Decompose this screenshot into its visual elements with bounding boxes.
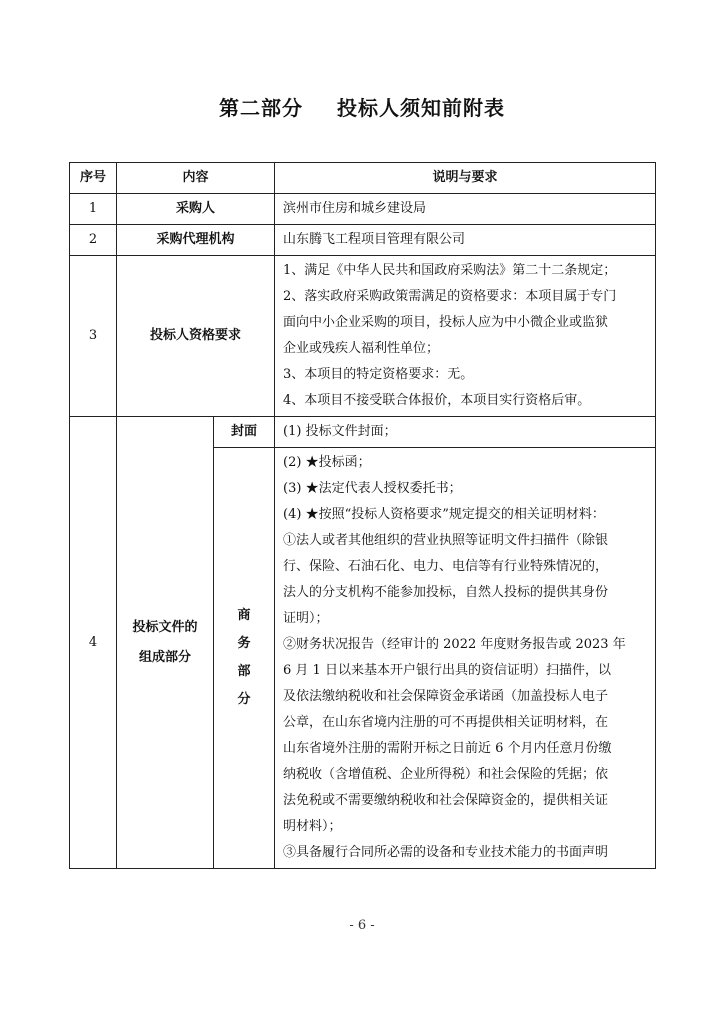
- row-content: [117, 417, 214, 869]
- desc-line: (2) ★投标函；: [283, 455, 371, 470]
- bidder-notice-table: [69, 162, 656, 869]
- page-title: [0, 92, 724, 121]
- desc-line: (3) ★法定代表人授权委托书；: [283, 481, 462, 496]
- desc-line: 6 月 1 日以来基本开户银行出具的资信证明）扫描件，以: [283, 663, 611, 678]
- business-label-char: 部: [237, 664, 251, 679]
- cover-label: 封面: [214, 417, 275, 448]
- page-number: - 6 -: [349, 918, 375, 933]
- desc-line: 纳税收（含增值税、企业所得税）和社会保险的凭据；依: [283, 767, 609, 782]
- desc-line: 面向中小企业采购的项目，投标人应为中小微企业或监狱: [283, 315, 609, 330]
- header-no: 序号: [70, 163, 117, 194]
- row-desc: [275, 256, 656, 417]
- row-no: 4: [70, 417, 117, 869]
- row-no: 2: [70, 225, 117, 256]
- row-no: 1: [70, 194, 117, 225]
- business-desc: [275, 448, 656, 869]
- desc-line: (4) ★按照“投标人资格要求”规定提交的相关证明材料：: [283, 507, 605, 522]
- table-row: [70, 225, 656, 256]
- desc-line: 及依法缴纳税收和社会保障资金承诺函（加盖投标人电子: [283, 689, 609, 704]
- desc-line: 企业或残疾人福利性单位；: [283, 341, 440, 356]
- row-content: 采购代理机构: [117, 225, 275, 256]
- business-label-char: 务: [237, 636, 251, 651]
- desc-line: 行、保险、石油石化、电力、电信等有行业特殊情况的，: [283, 559, 609, 574]
- desc-line: 公章，在山东省境内注册的可不再提供相关证明材料，在: [283, 715, 609, 730]
- desc-line: 3、本项目的特定资格要求：无。: [283, 367, 474, 382]
- desc-line: ①法人或者其他组织的营业执照等证明文件扫描件（除银: [283, 533, 609, 548]
- row-content: 采购人: [117, 194, 275, 225]
- row-content-line: 组成部分: [138, 649, 191, 665]
- row-desc: 山东腾飞工程项目管理有限公司: [275, 225, 656, 256]
- desc-line: 法免税或不需要缴纳税收和社会保障资金的，提供相关证: [283, 793, 609, 808]
- table-header-row: [70, 163, 656, 194]
- table-row: [70, 256, 656, 417]
- desc-line: 法人的分支机构不能参加投标，自然人投标的提供其身份: [283, 585, 609, 600]
- business-label-char: 商: [237, 608, 251, 623]
- desc-line: 证明）；: [283, 611, 329, 626]
- desc-line: 4、本项目不接受联合体报价，本项目实行资格后审。: [283, 393, 591, 408]
- row-no: 3: [70, 256, 117, 417]
- business-label-char: 分: [237, 692, 251, 707]
- header-content: 内容: [117, 163, 275, 194]
- table-row: [70, 417, 656, 448]
- desc-line: ②财务状况报告（经审计的 2022 年度财务报告或 2023 年: [283, 637, 626, 652]
- desc-line: ③具备履行合同所必需的设备和专业技术能力的书面声明: [283, 845, 609, 860]
- row-content-line: 投标文件的: [132, 619, 198, 635]
- row-desc: 滨州市住房和城乡建设局: [275, 194, 656, 225]
- desc-line: 明材料）；: [283, 819, 342, 834]
- desc-line: 2、落实政府采购政策需满足的资格要求：本项目属于专门: [283, 289, 617, 304]
- title-part: 第二部分: [219, 96, 303, 120]
- business-label: [214, 448, 275, 869]
- header-desc: 说明与要求: [275, 163, 656, 194]
- desc-line: 1、满足《中华人民共和国政府采购法》第二十二条规定；: [283, 263, 617, 278]
- table-row: [70, 194, 656, 225]
- desc-line: 山东省境外注册的需附开标之日前近 6 个月内任意月份缴: [283, 741, 612, 756]
- cover-desc: (1) 投标文件封面；: [275, 417, 656, 448]
- title-name: 投标人须知前附表: [337, 96, 505, 120]
- row-content: 投标人资格要求: [117, 256, 275, 417]
